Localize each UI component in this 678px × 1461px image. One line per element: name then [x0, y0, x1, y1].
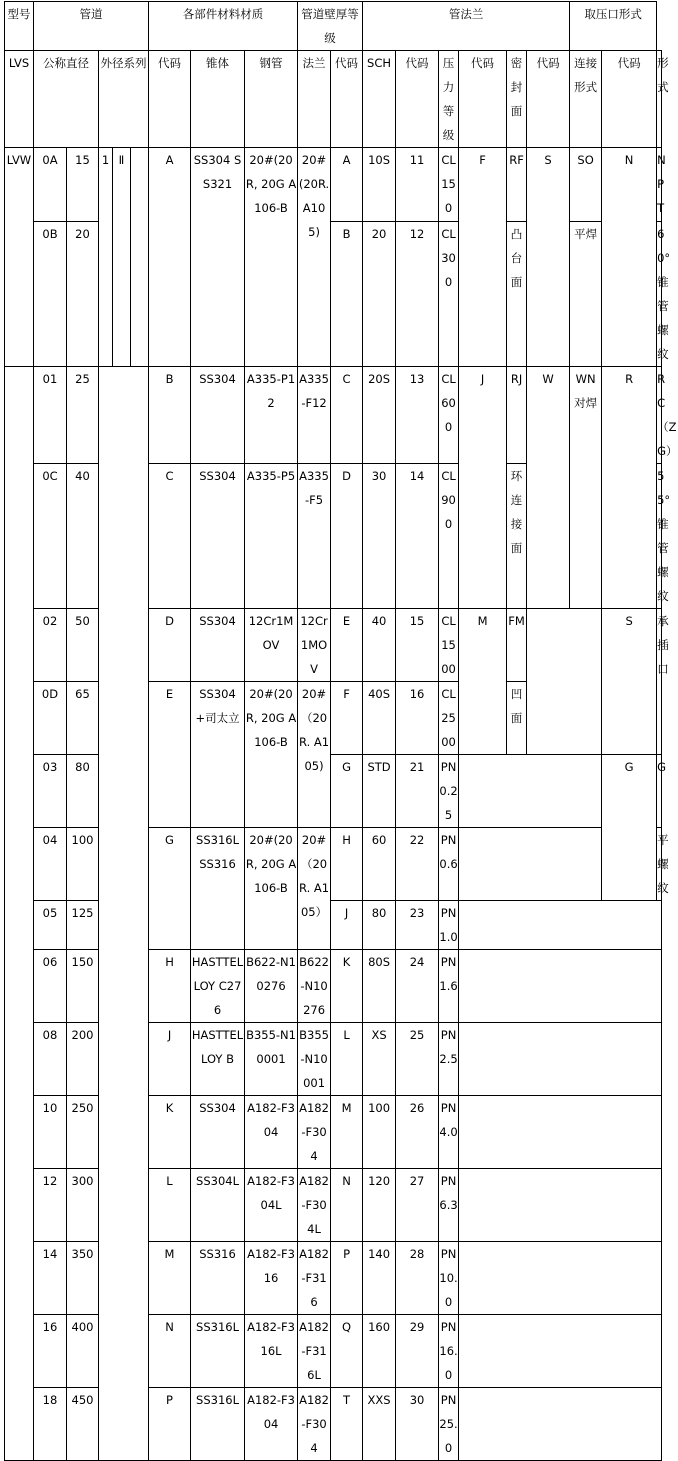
subheader-pipe: 钢管 [245, 51, 298, 148]
face-name: RJ [507, 367, 527, 464]
pr-code: 30 [396, 1388, 439, 1461]
subheader-conn: 连接形式 [570, 51, 602, 148]
wall-sch: 20S [363, 367, 396, 464]
conn-desc: 对焊 [574, 396, 598, 410]
wall-sch: 10S [363, 148, 396, 222]
pr-class: PN6.3 [439, 1169, 459, 1242]
mat-code: H [149, 950, 191, 1023]
dn-code: 05 [34, 901, 67, 950]
conn-name: SO [570, 148, 602, 222]
pr-class: CL150 [439, 148, 459, 222]
mat-body: HASTTELLOY B [191, 1023, 245, 1096]
dn-value: 65 [67, 682, 99, 755]
pr-class: PN1.0 [439, 901, 459, 950]
pr-code: 11 [396, 148, 439, 222]
dn-value: 50 [67, 609, 99, 682]
wall-code: G [331, 755, 363, 828]
mat-flange: 20#（20R. A105) [298, 682, 331, 828]
pr-class: CL300 [439, 222, 459, 367]
wall-sch: 40S [363, 682, 396, 755]
subheader-wall-code: 代码 [331, 51, 363, 148]
subheader-tap-code: 代码 [602, 51, 657, 148]
wall-code: K [331, 950, 363, 1023]
dn-code: 0A [34, 148, 67, 222]
header-material: 各部件材料材质 [149, 2, 298, 51]
mat-code: G [149, 828, 191, 950]
tap-code: R [602, 367, 657, 609]
dn-code: 14 [34, 1242, 67, 1315]
pr-class: CL600 [439, 367, 459, 464]
wall-sch: STD [363, 755, 396, 828]
dn-code: 10 [34, 1096, 67, 1169]
mat-body: HASTTELLOY C276 [191, 950, 245, 1023]
wall-sch: 120 [363, 1169, 396, 1242]
mat-pipe: A182-F316L [245, 1315, 298, 1388]
mat-flange: 20#(20R. A105) [298, 148, 331, 367]
conn-code: S [527, 148, 570, 367]
mat-body: SS304 +司太立 [191, 682, 245, 828]
dn-code: 0B [34, 222, 67, 367]
subheader-row [5, 51, 662, 148]
mat-flange: 20#（20R. A105） [298, 828, 331, 950]
wall-code: L [331, 1023, 363, 1096]
mat-pipe: 20#(20R, 20G A106-B [245, 148, 298, 367]
mat-flange: A335-F12 [298, 367, 331, 464]
dn-code: 01 [34, 367, 67, 464]
face-name: FM [507, 609, 527, 682]
conn-code: W [527, 367, 570, 609]
pr-class: PN2.5 [439, 1023, 459, 1096]
mat-pipe: A182-F304 [245, 1096, 298, 1169]
table-row [5, 148, 662, 222]
mat-pipe: 20#(20R, 20G A106-B [245, 682, 298, 828]
pr-code: 21 [396, 755, 439, 828]
wall-sch: 160 [363, 1315, 396, 1388]
mat-pipe: A335-P12 [245, 367, 298, 464]
pr-code: 28 [396, 1242, 439, 1315]
wall-code: H [331, 828, 363, 901]
dn-value: 80 [67, 755, 99, 828]
mat-flange: B355-N10001 [298, 1023, 331, 1096]
wall-code: D [331, 464, 363, 609]
subheader-sch: SCH [363, 51, 396, 148]
wall-sch: 80S [363, 950, 396, 1023]
tap-name: NPT [657, 148, 662, 222]
mat-code: N [149, 1315, 191, 1388]
face-code: M [459, 609, 507, 755]
dn-code: 16 [34, 1315, 67, 1388]
subheader-pr-class: 压力等级 [439, 51, 459, 148]
dn-value: 100 [67, 828, 99, 901]
wall-code: M [331, 1096, 363, 1169]
mat-body: SS304 [191, 1096, 245, 1169]
pr-class: PN0.25 [439, 755, 459, 828]
pr-code: 25 [396, 1023, 439, 1096]
od-series-2: Ⅱ [113, 148, 131, 367]
mat-code: B [149, 367, 191, 464]
subheader-body: 锥体 [191, 51, 245, 148]
tap-name: RC（ZG） [657, 367, 662, 464]
pr-code: 24 [396, 950, 439, 1023]
mat-pipe: 12Cr1MOV [245, 609, 298, 682]
face-desc: 凸台面 [507, 222, 527, 367]
wall-code: C [331, 367, 363, 464]
mat-code: P [149, 1388, 191, 1461]
wall-sch: 60 [363, 828, 396, 901]
mat-flange: A182-F316 [298, 1242, 331, 1315]
dn-value: 40 [67, 464, 99, 609]
wall-code: A [331, 148, 363, 222]
mat-code: D [149, 609, 191, 682]
tap-name: G [657, 755, 662, 828]
tap-code: S [602, 609, 657, 755]
table-row [5, 367, 662, 464]
dn-code: 0D [34, 682, 67, 755]
model-selection-table [4, 1, 678, 1461]
subheader-pr-code: 代码 [396, 51, 439, 148]
header-row [5, 2, 662, 51]
dn-code: 12 [34, 1169, 67, 1242]
subheader-conn-code: 代码 [527, 51, 570, 148]
pr-class: PN4.0 [439, 1096, 459, 1169]
conn-name: WN [575, 372, 596, 386]
wall-code: F [331, 682, 363, 755]
subheader-flange: 法兰 [298, 51, 331, 148]
mat-pipe: A182-F304L [245, 1169, 298, 1242]
pr-code: 22 [396, 828, 439, 901]
wall-sch: 20 [363, 222, 396, 367]
pr-code: 13 [396, 367, 439, 464]
pr-class: PN16.0 [439, 1315, 459, 1388]
pr-code: 23 [396, 901, 439, 950]
mat-pipe: 20#(20R, 20G A106-B [245, 828, 298, 950]
subheader-face-code: 代码 [459, 51, 507, 148]
wall-code: J [331, 901, 363, 950]
wall-code: E [331, 609, 363, 682]
mat-flange: B622-N10276 [298, 950, 331, 1023]
mat-body: SS304 SS321 [191, 148, 245, 367]
mat-code: E [149, 682, 191, 828]
mat-flange: A182-F304 [298, 1096, 331, 1169]
dn-value: 450 [67, 1388, 99, 1461]
dn-value: 300 [67, 1169, 99, 1242]
pr-class: CL1500 [439, 609, 459, 682]
dn-value: 400 [67, 1315, 99, 1388]
pr-code: 29 [396, 1315, 439, 1388]
wall-sch: 80 [363, 901, 396, 950]
pr-class: PN1.6 [439, 950, 459, 1023]
wall-code: T [331, 1388, 363, 1461]
dn-value: 15 [67, 148, 99, 222]
face-desc: 凹面 [507, 682, 527, 755]
mat-body: SS304 [191, 609, 245, 682]
model-cell: LVW [5, 148, 34, 367]
header-tap: 取压口形式 [570, 2, 657, 51]
dn-value: 150 [67, 950, 99, 1023]
header-flange: 管法兰 [363, 2, 570, 51]
mat-flange: 12Cr1MOV [298, 609, 331, 682]
dn-code: 06 [34, 950, 67, 1023]
mat-body: SS316L [191, 1388, 245, 1461]
dn-value: 25 [67, 367, 99, 464]
mat-pipe: A335-P5 [245, 464, 298, 609]
tap-code: G [602, 755, 657, 901]
pr-code: 26 [396, 1096, 439, 1169]
wall-sch: 30 [363, 464, 396, 609]
subheader-mat-code: 代码 [149, 51, 191, 148]
header-type: 型号 [5, 2, 34, 51]
dn-code: 02 [34, 609, 67, 682]
conn-desc: 平焊 [570, 222, 602, 367]
pr-class: CL2500 [439, 682, 459, 755]
face-code: J [459, 367, 507, 609]
face-code: F [459, 148, 507, 367]
wall-sch: XS [363, 1023, 396, 1096]
wall-code: N [331, 1169, 363, 1242]
mat-pipe: B355-N10001 [245, 1023, 298, 1096]
tap-code: N [602, 148, 657, 367]
dn-value: 350 [67, 1242, 99, 1315]
od-series-1: 1 [99, 148, 113, 367]
tap-desc: 平螺纹 [657, 828, 662, 901]
mat-code: K [149, 1096, 191, 1169]
wall-code: Q [331, 1315, 363, 1388]
pr-code: 16 [396, 682, 439, 755]
mat-body: SS304 [191, 464, 245, 609]
pr-class: PN0.6 [439, 828, 459, 901]
tap-desc: 60°锥管螺纹 [657, 222, 662, 367]
dn-value: 125 [67, 901, 99, 950]
subheader-dn: 公称直径 [34, 51, 99, 148]
pr-code: 12 [396, 222, 439, 367]
header-pipe: 管道 [34, 2, 149, 51]
mat-flange: A182-F304L [298, 1169, 331, 1242]
dn-code: 04 [34, 828, 67, 901]
mat-pipe: B622-N10276 [245, 950, 298, 1023]
pr-class: PN25.0 [439, 1388, 459, 1461]
dn-value: 20 [67, 222, 99, 367]
wall-sch: 140 [363, 1242, 396, 1315]
face-name: RF [507, 148, 527, 222]
wall-code: B [331, 222, 363, 367]
subheader-od: 外径系列 [99, 51, 149, 148]
mat-body: SS316L SS316 [191, 828, 245, 950]
wall-sch: XXS [363, 1388, 396, 1461]
dn-code: 08 [34, 1023, 67, 1096]
mat-code: A [149, 148, 191, 367]
subheader-face: 密封面 [507, 51, 527, 148]
tap-desc: 55°锥管螺纹 [657, 464, 662, 609]
dn-code: 03 [34, 755, 67, 828]
mat-body: SS316L [191, 1315, 245, 1388]
pr-code: 15 [396, 609, 439, 682]
dn-code: 18 [34, 1388, 67, 1461]
mat-flange: A335-F5 [298, 464, 331, 609]
dn-value: 200 [67, 1023, 99, 1096]
mat-body: SS316 [191, 1242, 245, 1315]
pr-class: PN10.0 [439, 1242, 459, 1315]
wall-code: P [331, 1242, 363, 1315]
subheader-model: LVS [5, 51, 34, 148]
mat-code: C [149, 464, 191, 609]
face-desc: 环连接面 [507, 464, 527, 609]
wall-sch: 40 [363, 609, 396, 682]
mat-pipe: A182-F304 [245, 1388, 298, 1461]
dn-code: 0C [34, 464, 67, 609]
subheader-tap-form: 形式 [657, 51, 662, 148]
mat-flange: A182-F304 [298, 1388, 331, 1461]
tap-name: 承插口 [657, 609, 662, 755]
wall-sch: 100 [363, 1096, 396, 1169]
pr-class: CL900 [439, 464, 459, 609]
mat-code: J [149, 1023, 191, 1096]
pr-code: 14 [396, 464, 439, 609]
dn-value: 250 [67, 1096, 99, 1169]
header-wall: 管道壁厚等级 [298, 2, 363, 51]
mat-pipe: A182-F316 [245, 1242, 298, 1315]
pr-code: 27 [396, 1169, 439, 1242]
mat-code: M [149, 1242, 191, 1315]
mat-flange: A182-F316L [298, 1315, 331, 1388]
mat-body: SS304 [191, 367, 245, 464]
mat-code: L [149, 1169, 191, 1242]
mat-body: SS304L [191, 1169, 245, 1242]
